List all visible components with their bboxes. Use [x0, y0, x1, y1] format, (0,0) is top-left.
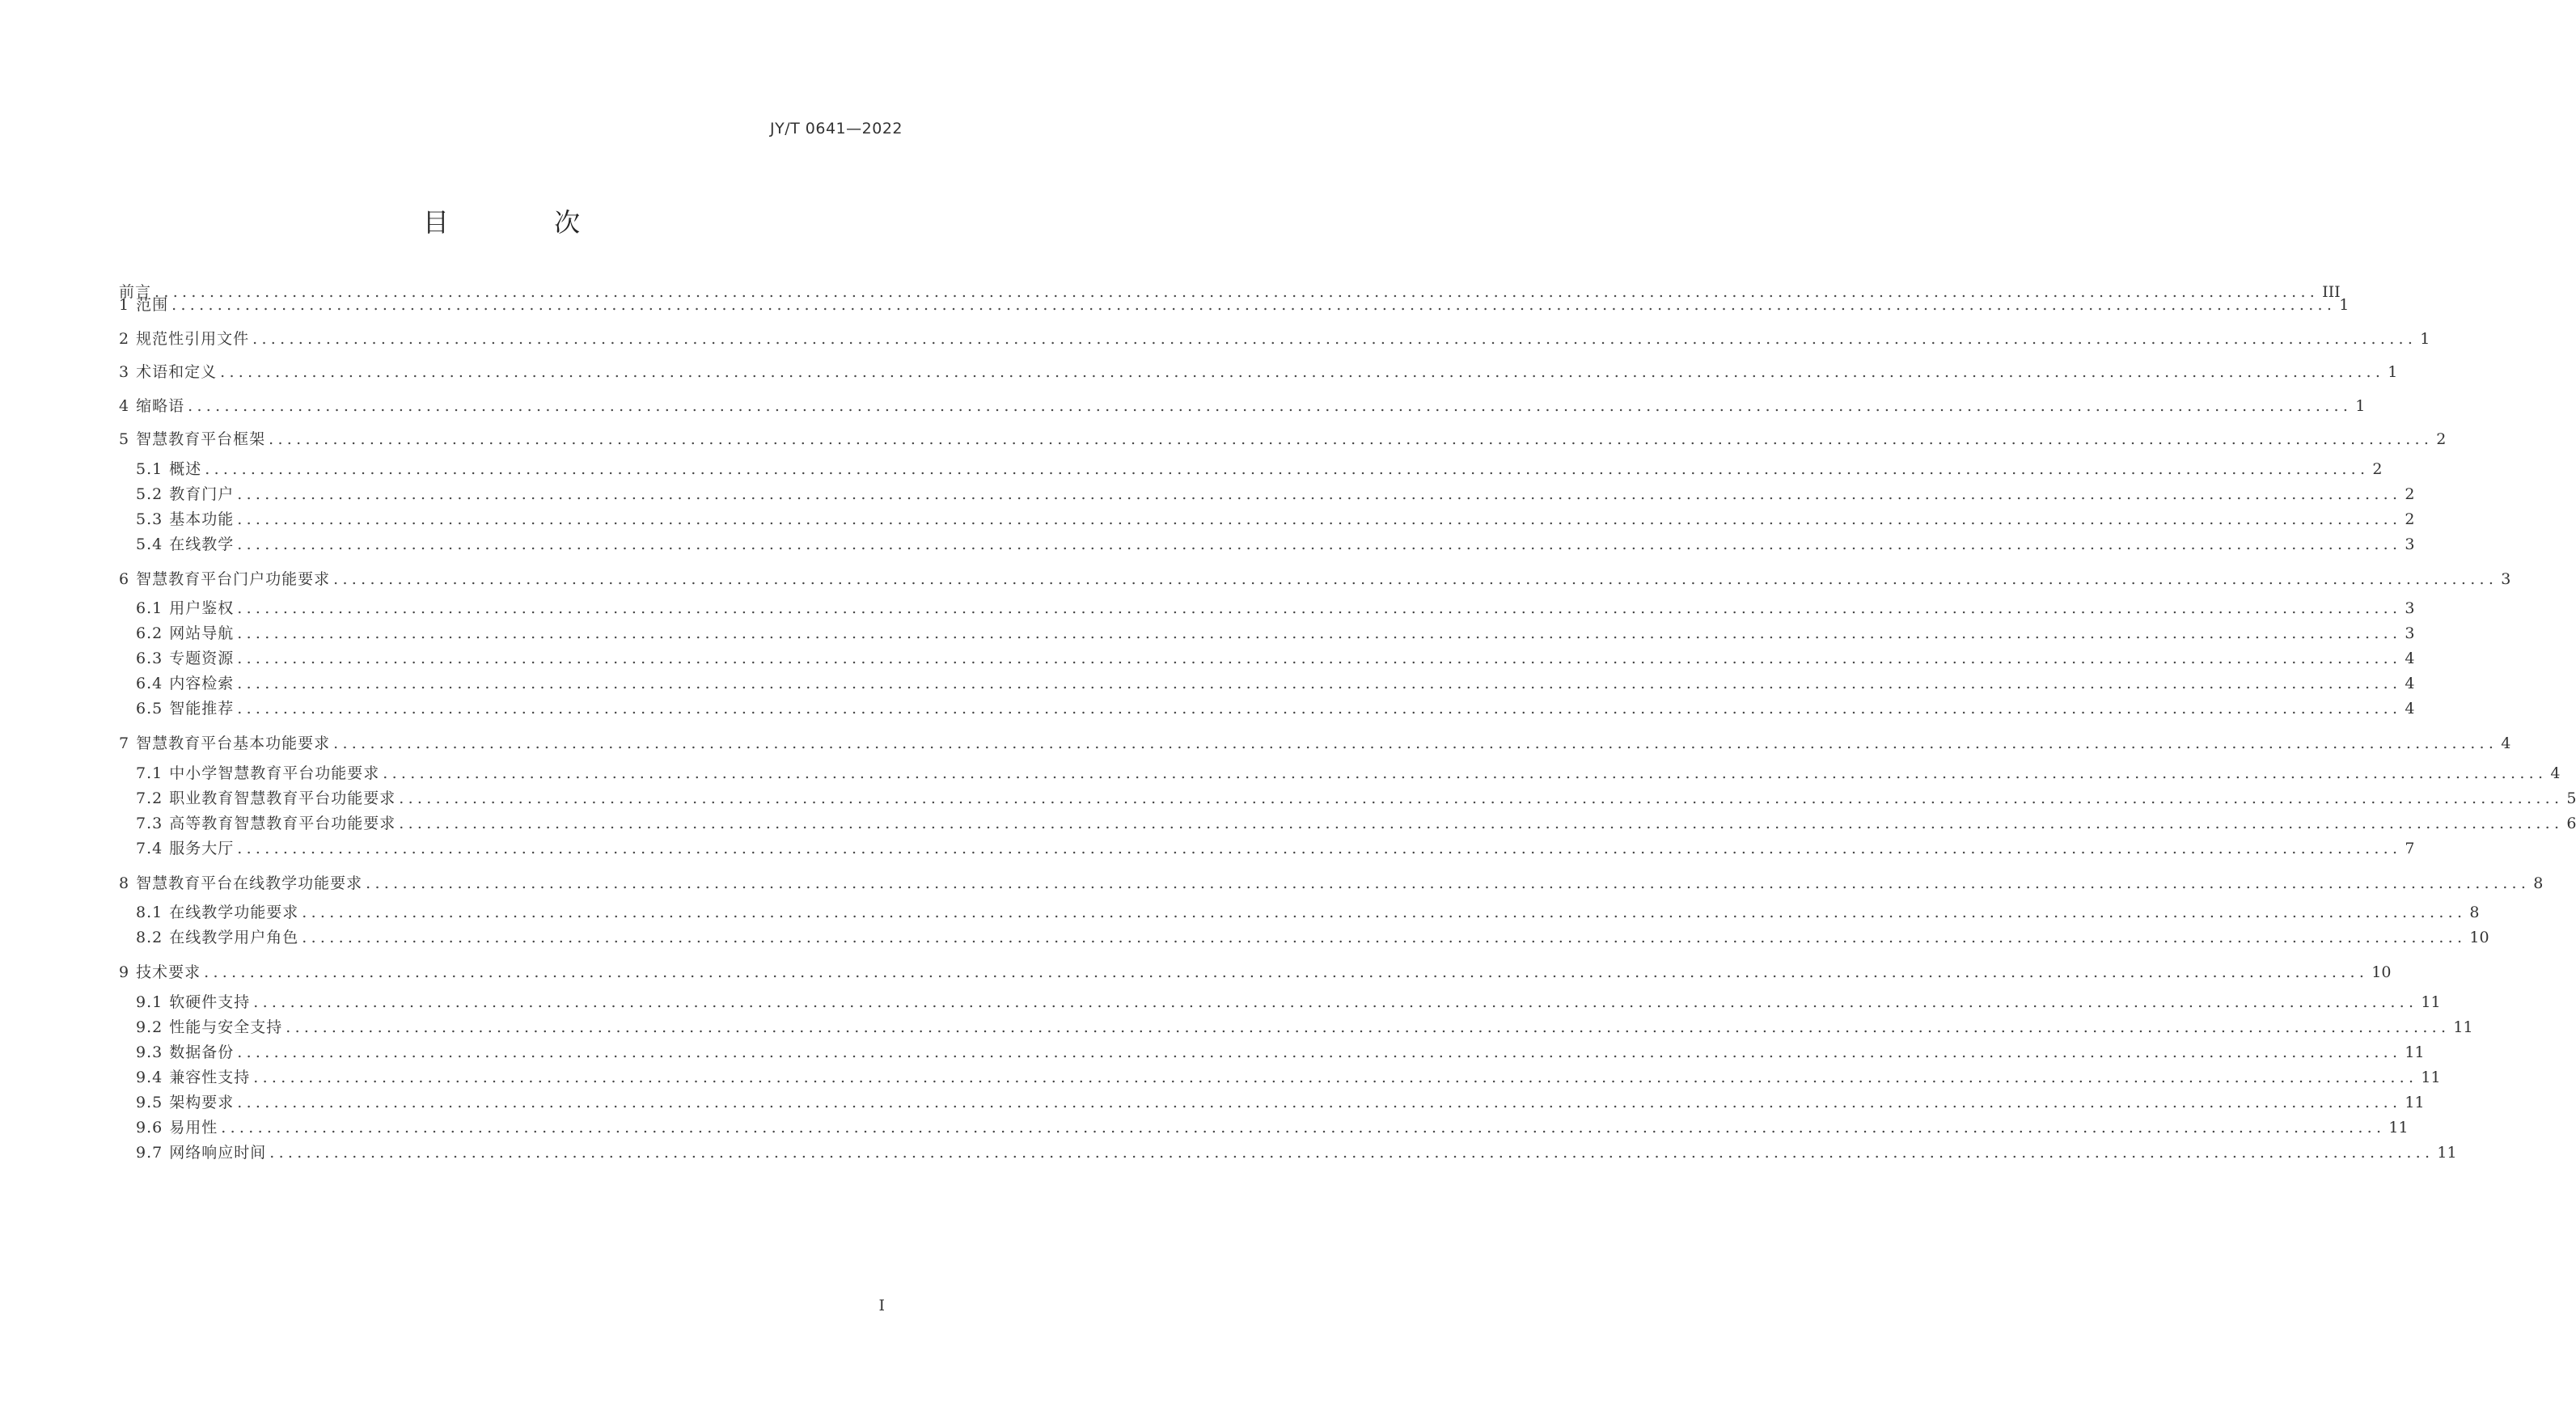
toc-entry-label: 智慧教育平台基本功能要求 — [136, 734, 331, 752]
toc-entry-label: 前言 — [119, 283, 152, 301]
toc-entry-page: 4 — [2550, 764, 2561, 782]
toc-entry-number: 6.4 — [136, 675, 163, 692]
toc-entry[interactable] — [119, 1015, 2473, 1040]
toc-entry-page: 4 — [2405, 675, 2415, 692]
toc-entry[interactable] — [119, 867, 2544, 901]
toc-entry-page: 2 — [2405, 510, 2415, 528]
toc-entry[interactable] — [119, 356, 2398, 390]
toc-entry-label: 架构要求 — [169, 1093, 235, 1111]
toc-entry[interactable] — [119, 1040, 2425, 1065]
dot-leader — [237, 1040, 2401, 1065]
toc-entry-label: 智慧教育平台框架 — [136, 430, 266, 448]
toc-entry-page: 8 — [2469, 904, 2480, 921]
toc-entry-label: 网络响应时间 — [169, 1143, 267, 1162]
toc-entry-number: 5.1 — [136, 459, 163, 478]
dot-leader — [333, 563, 2498, 597]
dot-leader — [237, 532, 2401, 557]
dot-leader — [237, 646, 2401, 671]
toc-entry[interactable] — [119, 925, 2489, 950]
toc-entry-label: 教育门户 — [169, 485, 235, 503]
toc-entry[interactable] — [119, 621, 2415, 646]
toc-entry-number: 8 — [119, 874, 130, 892]
dot-leader — [333, 727, 2498, 761]
toc-entry-number: 9.5 — [136, 1093, 163, 1111]
toc-entry[interactable] — [119, 727, 2511, 761]
dot-leader — [237, 836, 2401, 861]
dot-leader — [171, 289, 2336, 323]
toc-entry[interactable] — [119, 1115, 2409, 1141]
toc-entry-number: 2 — [119, 329, 130, 348]
dot-leader — [253, 990, 2417, 1015]
toc-entry[interactable] — [119, 482, 2415, 507]
dot-leader — [269, 423, 2433, 457]
table-of-contents — [119, 276, 2576, 1166]
toc-entry[interactable] — [119, 1141, 2457, 1166]
toc-entry[interactable] — [119, 646, 2415, 671]
toc-entry-page: 3 — [2501, 569, 2511, 588]
toc-entry[interactable] — [119, 671, 2415, 696]
toc-entry-label: 智慧教育平台门户功能要求 — [136, 569, 331, 588]
toc-entry-label: 网站导航 — [169, 624, 235, 642]
toc-entry-label: 内容检索 — [169, 675, 235, 692]
toc-entry-label: 软硬件支持 — [169, 993, 251, 1011]
toc-entry-number: 7.4 — [136, 839, 163, 857]
toc-entry-label: 中小学智慧教育平台功能要求 — [169, 764, 380, 782]
dot-leader — [237, 671, 2401, 696]
toc-entry-page: 11 — [2405, 1093, 2425, 1111]
toc-entry-page: III — [2322, 283, 2341, 301]
toc-entry-number: 9.7 — [136, 1143, 163, 1162]
dot-leader — [302, 900, 2466, 925]
toc-entry-page: 3 — [2405, 599, 2415, 617]
toc-entry-page: 4 — [2405, 700, 2415, 717]
toc-entry-number: 9.3 — [136, 1043, 163, 1061]
toc-entry-page: 1 — [2388, 363, 2398, 381]
toc-entry-page: 11 — [2421, 993, 2441, 1011]
toc-entry-page: 11 — [2405, 1043, 2425, 1061]
toc-entry-number: 5.4 — [136, 535, 163, 553]
toc-entry[interactable] — [119, 956, 2392, 990]
toc-entry-number: 5 — [119, 430, 130, 448]
toc-entry-label: 在线教学用户角色 — [169, 929, 299, 946]
dot-leader — [237, 621, 2401, 646]
toc-entry[interactable] — [119, 563, 2511, 597]
dot-leader — [221, 1115, 2385, 1141]
toc-entry-page: 8 — [2533, 874, 2544, 892]
toc-entry-page: 10 — [2371, 963, 2392, 981]
toc-entry-label: 基本功能 — [169, 510, 235, 528]
toc-entry-page: 1 — [2355, 396, 2366, 415]
toc-entry-page: 2 — [2372, 459, 2383, 478]
toc-entry-label: 在线教学功能要求 — [169, 904, 299, 921]
toc-entry-number: 7.3 — [136, 814, 163, 832]
toc-entry-label: 规范性引用文件 — [136, 329, 250, 348]
dot-leader — [252, 323, 2417, 357]
toc-entry[interactable] — [119, 390, 2366, 424]
toc-entry[interactable] — [119, 276, 2341, 301]
toc-entry-label: 用户鉴权 — [169, 599, 235, 617]
toc-entry-page: 1 — [2420, 329, 2430, 348]
toc-entry-number: 4 — [119, 396, 130, 415]
standard-code: JY/T 0641—2022 — [770, 120, 903, 138]
toc-entry-page: 10 — [2469, 929, 2489, 946]
toc-entry-page: 1 — [2339, 296, 2350, 314]
toc-entry-label: 智慧教育平台在线教学功能要求 — [136, 874, 363, 892]
toc-entry[interactable] — [119, 532, 2415, 557]
toc-entry-page: 11 — [2437, 1143, 2457, 1162]
toc-entry-number: 1 — [119, 296, 130, 314]
toc-entry-label: 智能推荐 — [169, 700, 235, 717]
toc-entry[interactable] — [119, 423, 2447, 457]
dot-leader — [302, 925, 2466, 950]
toc-entry-label: 性能与安全支持 — [169, 1018, 283, 1036]
toc-entry-page: 4 — [2405, 650, 2415, 667]
dot-leader — [237, 596, 2401, 621]
toc-entry-label: 术语和定义 — [136, 363, 218, 381]
dot-leader — [366, 867, 2530, 901]
toc-entry[interactable] — [119, 900, 2480, 925]
dot-leader — [237, 507, 2401, 532]
dot-leader — [399, 786, 2563, 811]
toc-entry-number: 9.2 — [136, 1018, 163, 1036]
toc-entry[interactable] — [119, 696, 2415, 722]
toc-entry-number: 7.2 — [136, 789, 163, 807]
dot-leader — [253, 1065, 2417, 1090]
toc-entry-number: 9.6 — [136, 1118, 163, 1137]
toc-entry-number: 6 — [119, 569, 130, 588]
toc-entry-number: 6.2 — [136, 624, 163, 642]
toc-entry-number: 5.2 — [136, 485, 163, 503]
toc-entry-number: 9 — [119, 963, 130, 981]
toc-entry[interactable] — [119, 990, 2441, 1015]
toc-entry-page: 11 — [2421, 1068, 2441, 1086]
toc-entry-label: 数据备份 — [169, 1043, 235, 1061]
toc-entry-label: 专题资源 — [169, 650, 235, 667]
toc-entry[interactable] — [119, 1090, 2425, 1115]
dot-leader — [205, 457, 2369, 482]
toc-entry-number: 8.1 — [136, 904, 163, 921]
dot-leader — [204, 956, 2368, 990]
toc-entry-label: 易用性 — [169, 1118, 218, 1137]
toc-entry[interactable] — [119, 811, 2576, 836]
toc-entry[interactable] — [119, 836, 2415, 861]
toc-entry-number: 7 — [119, 734, 130, 752]
toc-entry[interactable] — [119, 761, 2561, 786]
toc-entry-label: 范围 — [136, 296, 169, 314]
toc-entry-number: 8.2 — [136, 929, 163, 946]
dot-leader — [237, 1090, 2401, 1115]
dot-leader — [188, 390, 2352, 424]
toc-entry-label: 缩略语 — [136, 396, 185, 415]
page-title: 目 次 — [422, 207, 629, 238]
toc-entry-page: 3 — [2405, 624, 2415, 642]
toc-entry-label: 高等教育智慧教育平台功能要求 — [169, 814, 396, 832]
toc-entry-number: 3 — [119, 363, 130, 381]
toc-entry-number: 9.4 — [136, 1068, 163, 1086]
toc-entry-number: 9.1 — [136, 993, 163, 1011]
toc-entry-label: 职业教育智慧教育平台功能要求 — [169, 789, 396, 807]
toc-entry-number: 6.5 — [136, 700, 163, 717]
toc-entry-page: 7 — [2405, 839, 2415, 857]
dot-leader — [269, 1141, 2434, 1166]
dot-leader — [286, 1015, 2450, 1040]
dot-leader — [237, 482, 2401, 507]
toc-entry[interactable] — [119, 507, 2415, 532]
toc-entry-page: 4 — [2501, 734, 2511, 752]
toc-entry-page: 11 — [2388, 1118, 2409, 1137]
toc-entry-label: 在线教学 — [169, 535, 235, 553]
toc-entry-label: 兼容性支持 — [169, 1068, 251, 1086]
toc-entry[interactable] — [119, 457, 2383, 482]
toc-entry-page: 11 — [2453, 1018, 2473, 1036]
toc-entry-page: 5 — [2566, 789, 2576, 807]
toc-entry[interactable] — [119, 596, 2415, 621]
toc-entry-label: 服务大厅 — [169, 839, 235, 857]
toc-entry-label: 概述 — [169, 459, 202, 478]
toc-entry-number: 5.3 — [136, 510, 163, 528]
toc-entry-number: 7.1 — [136, 764, 163, 782]
toc-entry[interactable] — [119, 1065, 2441, 1090]
toc-entry-page: 2 — [2405, 485, 2415, 503]
toc-entry-label: 技术要求 — [136, 963, 201, 981]
page-number: I — [878, 1297, 885, 1314]
toc-entry[interactable] — [119, 323, 2430, 357]
toc-entry-number: 6.3 — [136, 650, 163, 667]
dot-leader — [399, 811, 2563, 836]
dot-leader — [383, 761, 2547, 786]
toc-entry-number: 6.1 — [136, 599, 163, 617]
toc-entry-page: 3 — [2405, 535, 2415, 553]
toc-entry[interactable] — [119, 786, 2576, 811]
toc-entry-page: 2 — [2436, 430, 2447, 448]
dot-leader — [237, 696, 2401, 722]
toc-entry-page: 6 — [2566, 814, 2576, 832]
dot-leader — [220, 356, 2384, 390]
